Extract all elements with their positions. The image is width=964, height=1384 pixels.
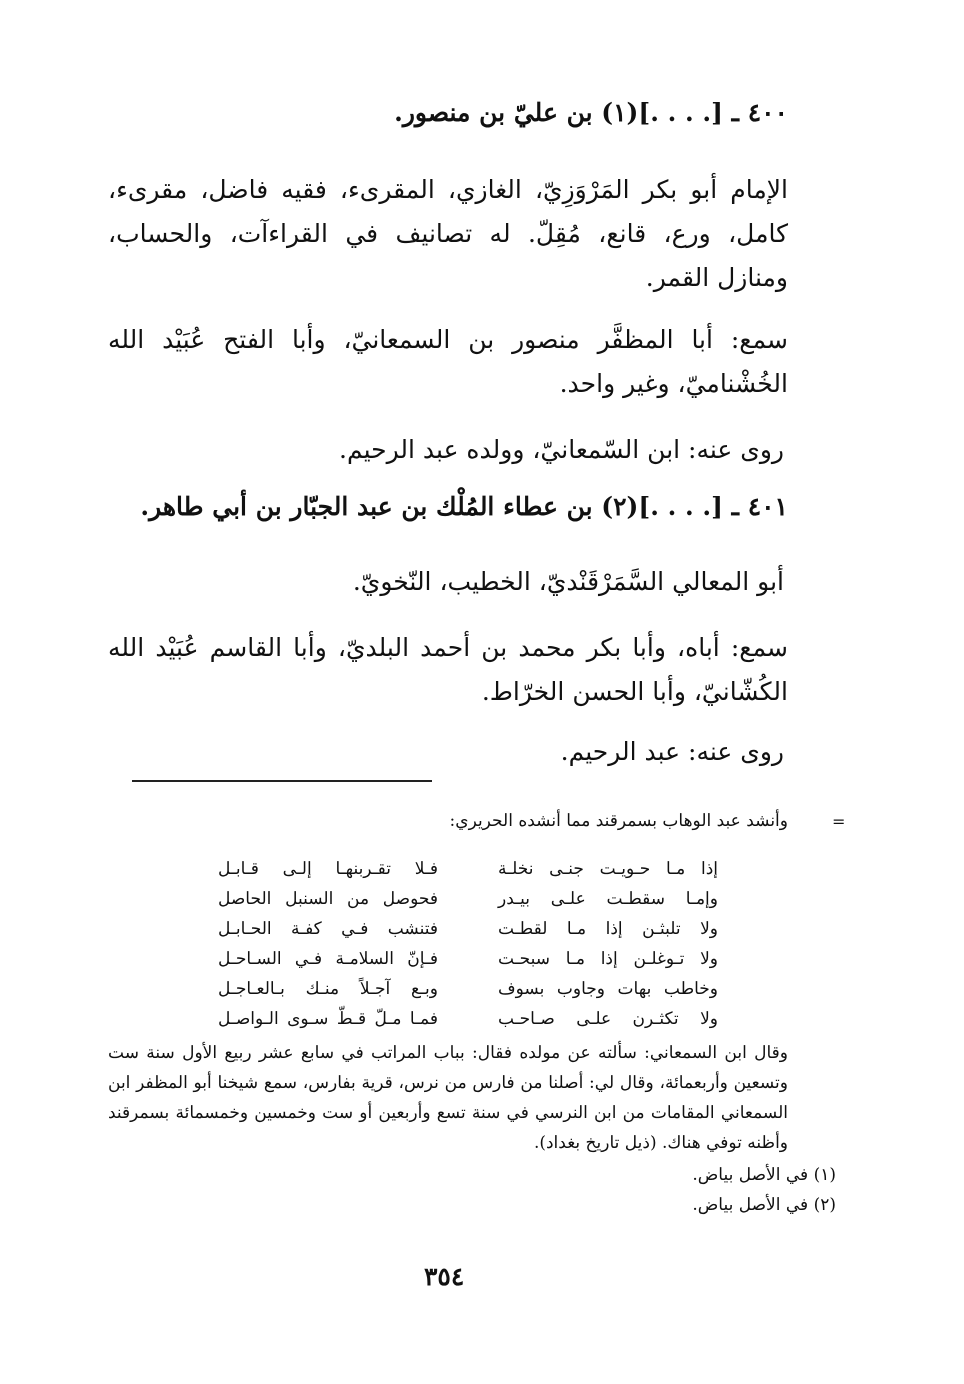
verse-second-hemistich: فمـا مـلّ قـطّ سـوى الـواصـل	[218, 1009, 438, 1029]
verse-first-hemistich: ولا تـوغلـن إذا مـا سبحـت	[498, 949, 718, 969]
entry-400-heard-from: سمع: أبا المظفَّر منصور بن السمعانيّ، وأبا الفتح عُبَيْد الله الخُشْناميّ، وغير واحد.	[108, 325, 788, 398]
verse-first-hemistich: ولا تكثـرن علـى صـاحـب	[498, 1009, 718, 1029]
entry-401-heading: ٤٠١ ـ [. . . .](٢) بن عطاء المُلْك بن عبد الجبّار بن أبي طاهر.	[140, 492, 788, 521]
verse-first-hemistich: وإمـا سقطـت علـى بيـدر	[498, 889, 718, 909]
poem-verse	[218, 884, 718, 914]
page-number: ٣٥٤	[424, 1262, 465, 1291]
poem-verse	[218, 974, 718, 1004]
footnote-2: (٢) في الأصل بياض.	[692, 1195, 836, 1215]
verse-first-hemistich: ولا تلبثـن إذا مـا لقطـت	[498, 919, 718, 939]
entry-400-heading: ٤٠٠ ـ [. . . .](١) بن عليّ بن منصور.	[394, 98, 788, 127]
poem-verse	[218, 944, 718, 974]
verse-second-hemistich: فـلا تقـربنهـا إلـى قـابـل	[218, 859, 438, 879]
poem-verse	[218, 854, 718, 884]
footnote-closing-text: وقال ابن السمعاني: سألته عن مولده فقال: بباب المراتب في سابع عشر ربيع الأول سنة ست وتسعين وأربعمائة، وقال لي: أصلنا من فارس من نرس، قرية بفارس، سمع شيخنا أبو المظفر ابن السمعاني المقامات من ابن النرسي في سنة تسع وأربعين أو ست وخمسين وخمسمائة بسمرقند وأظنه توفي هناك. (ذيل تاريخ بغداد).	[108, 1043, 788, 1153]
poem-verse	[218, 1004, 718, 1034]
poem-verse	[218, 914, 718, 944]
verse-first-hemistich: وخاطب بهات وجاوب بسوف	[498, 979, 718, 999]
verse-second-hemistich: فحوصل من السنبل الحاصل	[218, 889, 438, 909]
entry-401-heard-from: سمع: أباه، وأبا بكر محمد بن أحمد البلديّ، وأبا القاسم عُبَيْد الله الكُشّانيّ، وأبا الحسن الخرّاط.	[108, 633, 788, 706]
entry-401-narrated-by: روى عنه: عبد الرحيم.	[560, 737, 784, 766]
entry-400-narrated-by: روى عنه: ابن السّمعانيّ، وولده عبد الرحيم.	[339, 435, 784, 464]
verse-second-hemistich: فتنشب فـي كفـة الحـابـل	[218, 919, 438, 939]
verse-first-hemistich: إذا مـا حـويـت جنـى نخلـة	[498, 859, 718, 879]
continuation-marker: =	[832, 812, 846, 831]
verse-second-hemistich: فـإنّ السلامـة فـي السـاحـل	[218, 949, 438, 969]
entry-401-description: أبو المعالي السَّمَرْقَنْديّ، الخطيب، النّخويّ.	[352, 567, 784, 596]
verse-second-hemistich: وبـع آجـلاً منـك بـالعـاجـل	[218, 979, 438, 999]
footnote-divider	[132, 780, 432, 782]
poem-intro: وأنشد عبد الوهاب بسمرقند مما أنشده الحريري:	[449, 811, 788, 831]
entry-400-description: الإمام أبو بكر المَرْوَزِيّ، الغازي، المقرىء، فقيه فاضل، مقرىء، كامل، ورع، قانع، مُقِلّ. له تصانيف في القراءآت، والحساب، ومنازل القمر.	[108, 175, 788, 292]
footnote-1: (١) في الأصل بياض.	[692, 1165, 836, 1185]
